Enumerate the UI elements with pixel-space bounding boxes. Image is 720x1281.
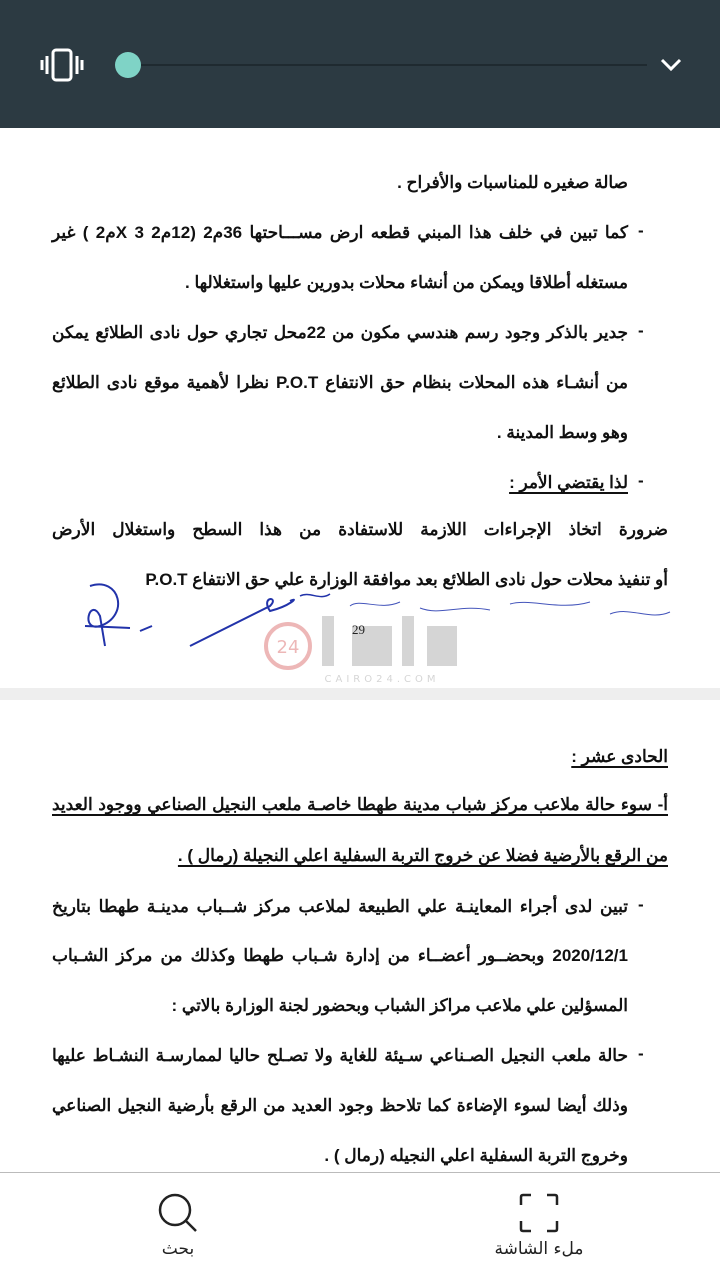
text-line: من الرقع بالأرضية فضلا عن خروج التربة السفلية اعلي النجيلة (رمال ) .	[177, 846, 668, 865]
document-page	[0, 128, 720, 688]
bullet: -	[638, 895, 644, 914]
text-line: وذلك أيضا لسوء الإضاءة كما تلاحظ وجود العديد من الرقع بأرضية النجيل الصناعي	[52, 1096, 628, 1115]
text-line: من أنشـاء هذه المحلات بنظام حق الانتفاع P.O.T نظرا لأهمية موقع نادى الطلائع	[52, 373, 628, 392]
text-line: أ- سوء حالة ملاعب مركز شباب مدينة طهطا خاصـة ملعب النجيل الصناعي ووجود العديد	[52, 795, 668, 814]
search-label: بحث	[161, 1239, 195, 1259]
section-heading: لذا يقتضي الأمر :	[509, 473, 628, 492]
text-line: 2020/12/1 وبحضــور أعضــاء من إدارة شـباب طهطا وكذلك من مركز الشـباب	[52, 946, 628, 965]
section-heading: الحادى عشر :	[571, 747, 668, 766]
search-icon	[156, 1191, 200, 1235]
chevron-down-icon[interactable]	[658, 54, 684, 74]
watermark-logo	[262, 606, 492, 686]
search-button[interactable]	[98, 1173, 258, 1281]
bullet: -	[638, 321, 644, 340]
text-line: كما تبين في خلف هذا المبني قطعه ارض مســـاحتها 36م2 (12م2 X 3م2 ) غير	[52, 223, 628, 242]
bullet: -	[638, 1044, 644, 1063]
page-slider-thumb[interactable]	[115, 52, 141, 78]
fullscreen-button[interactable]	[459, 1173, 619, 1281]
fullscreen-label: ملء الشاشة	[494, 1239, 584, 1259]
text-line: أو تنفيذ محلات حول نادى الطلائع بعد موافقة الوزارة علي حق الانتفاع P.O.T	[145, 570, 668, 589]
svg-text:CAIRO24.COM: CAIRO24.COM	[324, 674, 440, 685]
bullet: -	[638, 221, 644, 240]
vibrate-icon[interactable]	[40, 48, 84, 82]
text-line: ضرورة اتخاذ الإجراءات اللازمة للاستفادة من هذا السطح واستغلال الأرض	[52, 520, 668, 539]
fullscreen-icon	[517, 1191, 561, 1235]
document-page	[0, 700, 720, 1172]
viewer-toolbar	[0, 0, 720, 128]
text-line: تبين لدى أجراء المعاينـة علي الطبيعة لملاعب مركز شــباب مدينـة طهطا بتاريخ	[52, 897, 628, 916]
text-line: المسؤلين علي ملاعب مراكز الشباب وبحضور لجنة الوزارة بالاتي :	[171, 996, 628, 1015]
text-line: جدير بالذكر وجود رسم هندسي مكون من 22محل تجاري حول نادى الطلائع يمكن	[52, 323, 629, 342]
text-line: وهو وسط المدينة .	[496, 423, 628, 442]
bottom-action-bar	[0, 1172, 720, 1281]
bullet: -	[638, 471, 644, 490]
svg-text:24: 24	[276, 637, 300, 658]
page-slider-track[interactable]	[127, 64, 647, 66]
text-line: مستغله أطلاقا ويمكن من أنشاء محلات بدورين عليها واستغلالها .	[185, 273, 628, 292]
page-number: 29	[352, 622, 365, 637]
text-line: وخروج التربة السفلية اعلي النجيله (رمال ) .	[324, 1146, 628, 1165]
text-line: حالة ملعب النجيل الصـناعي سـيئة للغاية ولا تصـلح حاليا لممارسـة النشـاط عليها	[52, 1046, 628, 1065]
text-line: صالة صغيره للمناسبات والأفراح .	[397, 173, 628, 192]
